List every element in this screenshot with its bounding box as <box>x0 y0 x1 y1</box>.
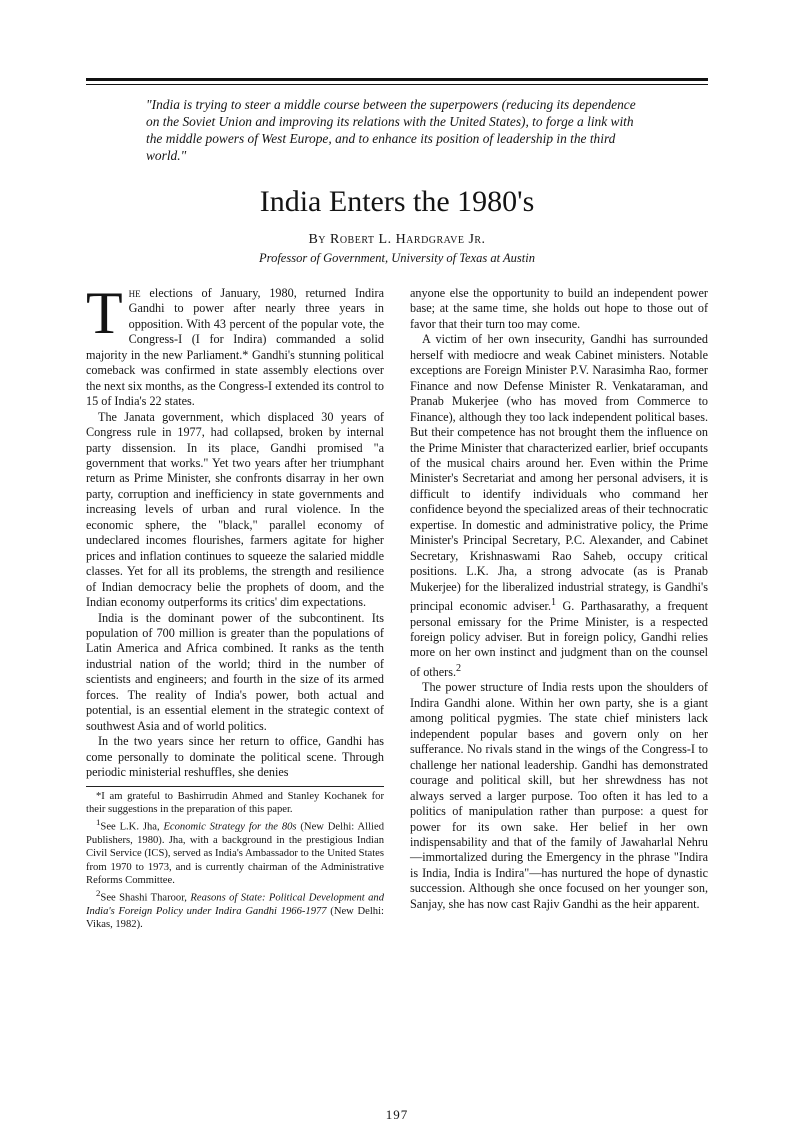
footnote-ref-2: 2 <box>456 662 462 674</box>
footnote-2 <box>86 887 384 931</box>
left-paragraph-3: India is the dominant power of the subcontinent. Its population of 700 million is greater than the populations of Latin America and Africa combined. It ranks as the tenth industrial nation of the world; third in the number of scientists and engineers; and fourth in the size of its armed forces. The reality of India's power, both actual and potential, is an essential element in the strategic context of southwest Asia and of world politics. <box>86 610 384 733</box>
footnotes <box>86 786 384 932</box>
page-number: 197 <box>385 1107 409 1122</box>
footnote-1-post: (New Delhi: Allied Publishers, 1980). Jha, with a background in the prestigious Indian Civil Service (ICS), served as India's Ambassador to the United States from 1970 to 1973, and is currently chairman of the Administrative Reforms Committee. <box>86 821 384 886</box>
right-paragraph-2-text-a: A victim of her own insecurity, Gandhi has surrounded herself with mediocre and weak Cabinet ministers. Notable exceptions are Foreign Minister P.V. Narasimha Rao, former Finance and now Defense Minister R. Venkataraman, and Pranab Mukerjee (who has moved from Commerce to Finance), although they too lack independent political bases. But their competence has not brought them the influence on the Prime Minister that characterized earlier, brief occupants of the musical chairs around her. Even within the Prime Minister's Secretariat and among her personal advisers, it is difficult to identify individuals who command her confidence beyond the specialized areas of their technocratic expertise. In domestic and administrative policy, the Prime Minister's Principal Secretary, P.C. Alexander, and Cabinet Secretary, Krishnaswami Rao Saheb, occupy critical positions. L.K. Jha, a strong advocate (as is Pranab Mukerjee) for the liberalized industrial strategy, is Gandhi's principal economic adviser. <box>410 332 708 614</box>
left-paragraph-1 <box>86 280 384 410</box>
right-column <box>410 286 708 912</box>
lead-word: he <box>128 286 141 300</box>
footnote-ref-1: 1 <box>551 597 557 609</box>
author-affiliation: Professor of Government, University of Texas at Austin <box>259 251 535 265</box>
right-paragraph-2-text-b: G. Parthasarathy, a frequent personal emissary for the Prime Minister, is a respected foreign policy adviser. But in foreign policy, Gandhi relies more on her own instinct and judgment than on the counsel of others. <box>410 599 708 679</box>
epigraph: "India is trying to steer a middle course between the superpowers (reducing its dependence on the Soviet Union and improving its relations with the United States), to forge a link with the middle powers of West Europe, and to enhance its position of leadership in the third world." <box>146 97 636 163</box>
header-rule-thick <box>86 78 708 81</box>
drop-cap: T <box>86 280 123 346</box>
footnote-1-mark: 1 <box>96 817 101 828</box>
left-paragraph-1-text: elections of January, 1980, returned Indira Gandhi to power after nearly three years in opposition. With 43 percent of the popular vote, the Congress-I (I for Indira) commanded a solid majority in the new Parliament.* Gandhi's stunning political comeback was confirmed in state assembly elections over the next six months, as the Congress-I extended its control to 15 of India's 22 states. <box>86 286 384 409</box>
article-title: India Enters the 1980's <box>259 185 535 218</box>
footnote-acknowledgment: *I am grateful to Bashirrudin Ahmed and Stanley Kochanek for their suggestions in the preparation of this paper. <box>86 790 384 815</box>
right-paragraph-3: The power structure of India rests upon the shoulders of Indira Gandhi alone. Within her own party, she is a giant among political pygmies. The state chief ministers lack independent popular bases and govern only on her sufferance. No rivals stand in the wings of the Congress-I to challenge her national leadership. Gandhi has demonstrated courage and political skill, but her shrewdness has not always served a larger purpose. Too often it has led to a politics of manipulation rather than purpose: a quest for power for its own sake. Her belief in her own indispensability and that of the family of Jawaharlal Nehru—immortalized during the Emergency in the phrase "Indira is India, India is Indira"—has nurtured the hope of dynastic succession. Although she once focused on her younger son, Sanjay, she has now cast Rajiv Gandhi as the heir apparent. <box>410 680 708 911</box>
footnote-1-pre: See L.K. Jha, <box>100 821 164 833</box>
footnote-2-pre: See Shashi Tharoor, <box>100 892 191 904</box>
header-rule-thin <box>86 84 708 85</box>
left-column <box>86 280 384 932</box>
footnote-2-book-title: Reasons of State: Political Development and India's Foreign Policy under Indira Gandhi 1966-1977 <box>86 892 384 917</box>
right-paragraph-1: anyone else the opportunity to build an independent power base; at the same time, she holds out hope to those out of favor that their turn too may come. <box>410 286 708 331</box>
footnote-2-post: (New Delhi: Vikas, 1982). <box>86 905 384 931</box>
byline: By Robert L. Hardgrave Jr. <box>308 232 486 247</box>
left-paragraph-2: The Janata government, which displaced 30 years of Congress rule in 1977, had collapsed, broken by internal party dissension. In its place, Gandhi promised "a government that works." Yet two years after her triumphant return as Prime Minister, she confronts disarray in her own party, corruption and inefficiency in state governments and increasing levels of urban and rural violence. In the economic sphere, the "black," parallel economy of undeclared incomes flourishes, farmers agitate for higher prices and inflation continues to squeeze the salaried middle classes. Yet for all its problems, the strength and resilience of Indian democracy belie the prophets of doom, and the Indian economy outperforms its critics' dim expectations. <box>86 409 384 610</box>
left-paragraph-4: In the two years since her return to office, Gandhi has come personally to dominate the political scene. Through periodic ministerial reshuffles, she denies <box>86 734 384 780</box>
footnote-2-mark: 2 <box>96 888 101 899</box>
right-paragraph-2 <box>410 332 708 680</box>
footnote-1 <box>86 816 384 887</box>
footnote-1-book-title: Economic Strategy for the 80s <box>163 821 297 833</box>
